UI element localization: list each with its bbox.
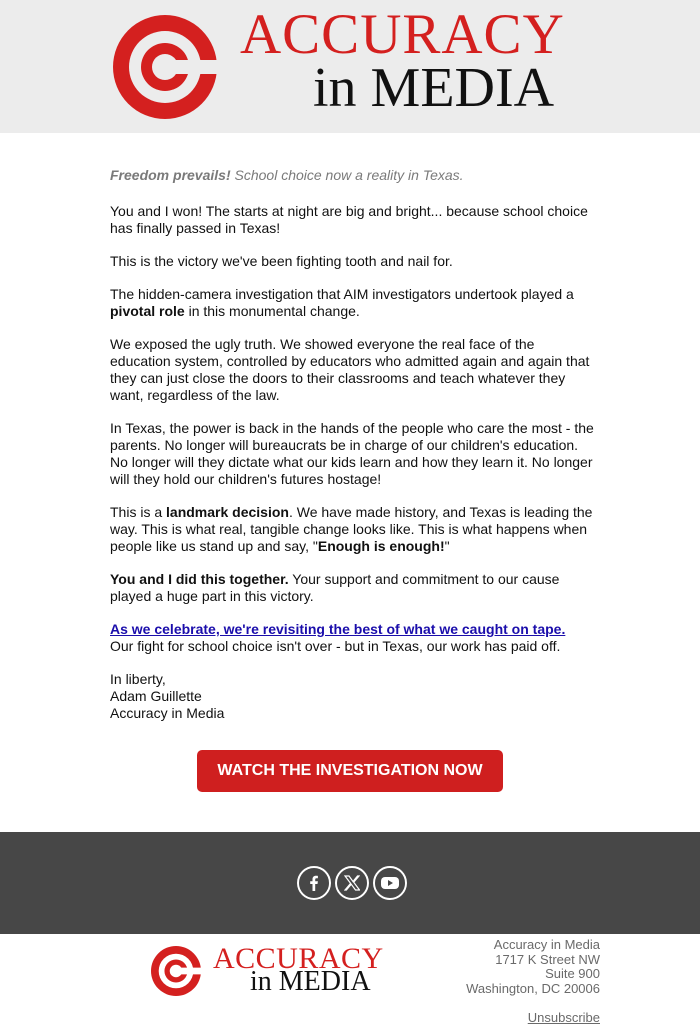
social-links [297,866,407,900]
paragraph: As we celebrate, we're revisiting the best of what we caught on tape. Our fight for school choice isn't over - but in Texas, our work has paid off. [110,621,566,654]
aim-logo-icon [113,15,217,119]
footer-logo-icon [151,946,201,996]
signature: In liberty, Adam Guillette Accuracy in Media [110,671,225,721]
celebrate-link[interactable]: As we celebrate, we're revisiting the best of what we caught on tape. [110,621,566,637]
footer-brand-top: ACCURACY [213,942,384,975]
mailing-address: Accuracy in Media 1717 K Street NW Suite 900 Washington, DC 20006 [466,937,600,996]
watch-investigation-button[interactable]: WATCH THE INVESTIGATION NOW [197,750,503,792]
brand-bottom: in MEDIA [313,57,555,119]
paragraph: We exposed the ugly truth. We showed everyone the real face of the education system, controlled by educators who admitted again and again that they can just close the doors to their classrooms and teach whatever they want, regardless of the law. [110,336,590,403]
facebook-icon[interactable] [297,866,331,900]
unsubscribe-link[interactable]: Unsubscribe [527,1010,600,1025]
paragraph: This is a landmark decision. We have made history, and Texas is leading the way. This is what real, tangible change looks like. This is what happens when people like us stand up and say, "Enough is enough!" [110,504,593,554]
youtube-icon[interactable] [373,866,407,900]
x-icon[interactable] [335,866,369,900]
email-body [110,167,596,738]
paragraph: You and I won! The starts at night are big and bright... because school choice has finally passed in Texas! [110,203,588,236]
preheader: Freedom prevails! School choice now a reality in Texas. [110,167,464,183]
footer-brand-bottom: in MEDIA [250,966,371,997]
brand-top: ACCURACY [240,3,565,66]
email-header [0,0,700,133]
paragraph: The hidden-camera investigation that AIM investigators undertook played a pivotal role in this monumental change. [110,286,574,319]
paragraph: You and I did this together. Your support and commitment to our cause played a huge part in this victory. [110,571,560,604]
paragraph: This is the victory we've been fighting tooth and nail for. [110,253,453,269]
paragraph: In Texas, the power is back in the hands of the people who care the most - the parents. No longer will bureaucrats be in charge of our children's education. No longer will they dictate what our kids learn and how they learn it. No longer will they hold our children's futures hostage! [110,420,594,487]
